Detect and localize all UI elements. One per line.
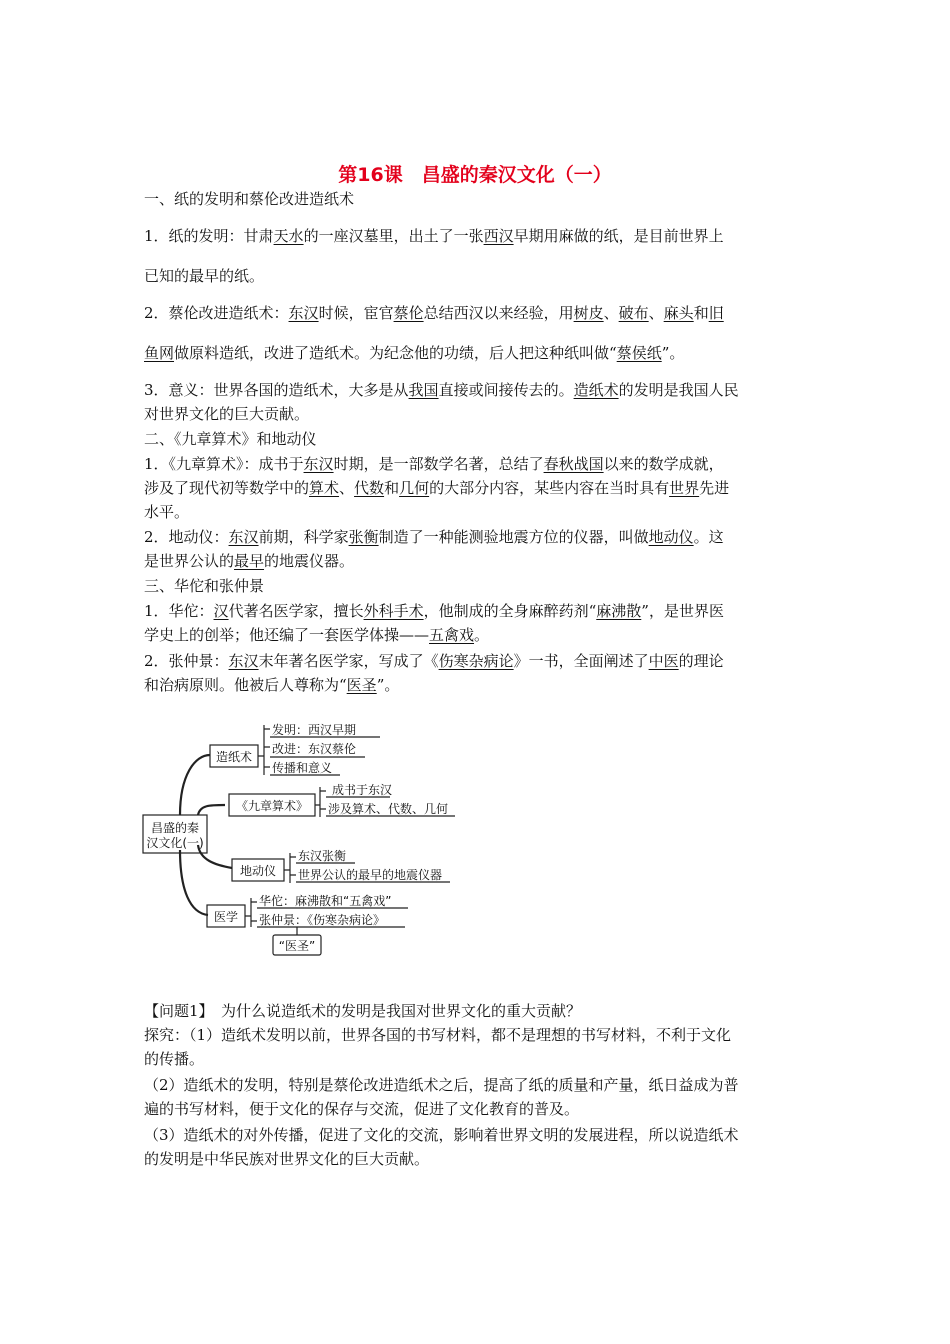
- branch-curve-math: [198, 805, 225, 815]
- blank-answer: 麻沸散: [596, 602, 642, 620]
- paper-invention-line-2: 已知的最早的纸。: [144, 267, 265, 285]
- explore-2-line-1: （2）造纸术的发明，特别是蔡伦改进造纸术之后，提高了纸的质量和产量，纸日益成为普: [144, 1076, 739, 1094]
- text: 的地震仪器。: [264, 552, 355, 570]
- text: 总结西汉以来经验，用: [423, 304, 574, 322]
- leaf-seismograph-1: 东汉张衡: [298, 849, 347, 863]
- question-number: 【问题1】: [144, 1002, 207, 1020]
- branch-label-medicine: 医学: [213, 910, 239, 924]
- text: 先进: [699, 479, 730, 497]
- zhangzhongjing-line-2: [144, 674, 399, 696]
- text: 时期，是一部数学名著，总结了: [333, 455, 544, 473]
- text: 3．意义：世界各国的造纸术，大多是从: [144, 381, 409, 399]
- text: 和: [693, 304, 709, 322]
- text: 前期，科学家: [258, 528, 349, 546]
- paper-invention-line-1: [144, 225, 724, 247]
- mind-map-diagram: [140, 715, 470, 960]
- cailun-line-1: [144, 302, 724, 324]
- leaf-seismograph-2: 世界公认的最早的地震仪器: [298, 868, 443, 882]
- blank-answer: 西汉: [483, 227, 514, 245]
- blank-answer: 旧: [708, 304, 724, 322]
- text: 以来的数学成就，: [603, 455, 724, 473]
- bracket-paper: [258, 725, 270, 775]
- branch-label-paper: 造纸术: [215, 750, 253, 764]
- leaf-medicine-1: 华佗：麻沸散和“五禽戏”: [259, 894, 392, 908]
- text: 直接或间接传去的。: [438, 381, 574, 399]
- bracket-medicine: [245, 898, 257, 927]
- blank-answer: 麻头: [663, 304, 694, 322]
- text: 2．蔡伦改进造纸术：: [144, 304, 289, 322]
- significance-line-1: [144, 379, 739, 401]
- leaf-paper-2: 改进：东汉蔡伦: [272, 742, 357, 756]
- blank-answer: 东汉: [288, 304, 319, 322]
- question-text: 为什么说造纸术的发明是我国对世界文化的重大贡献？: [206, 1002, 582, 1020]
- huatuo-line-2: [144, 624, 489, 646]
- blank-answer: 中医: [648, 652, 679, 670]
- text: 、: [339, 479, 355, 497]
- text: 末年著名医学家，写成了《: [258, 652, 439, 670]
- text: 的大部分内容，某些内容在当时具有: [429, 479, 670, 497]
- significance-line-2: 对世界文化的巨大贡献。: [144, 405, 310, 423]
- blank-answer: 树皮: [573, 304, 604, 322]
- branch-curve-medicine: [180, 850, 208, 915]
- jiuzhang-line-3: 水平。: [144, 503, 190, 521]
- section-heading-math-seismograph: 二、《九章算术》和地动仪: [144, 430, 317, 448]
- bracket-math: [315, 787, 326, 817]
- text: 学史上的创举；他还编了一套医学体操——: [144, 626, 430, 644]
- text: 制造了一种能测验地震方位的仪器，叫做: [378, 528, 649, 546]
- text: 》一书，全面阐述了: [513, 652, 649, 670]
- leaf-paper-1: 发明：西汉早期: [272, 723, 357, 737]
- bracket-seismograph: [284, 853, 296, 883]
- explore-3-line-2: 的发明是中华民族对世界文化的巨大贡献。: [144, 1150, 430, 1168]
- blank-answer: 天水: [273, 227, 304, 245]
- text: ，他制成的全身麻醉药剂“: [423, 602, 597, 620]
- explore-3-line-1: （3）造纸术的对外传播，促进了文化的交流，影响着世界文明的发展进程，所以说造纸术: [144, 1126, 739, 1144]
- text: 早期用麻做的纸，是目前世界上: [513, 227, 724, 245]
- text: 、: [603, 304, 619, 322]
- blank-answer: 医圣: [346, 676, 377, 694]
- leaf-math-2: 涉及算术、代数、几何: [328, 802, 449, 816]
- explore-2-line-2: 遍的书写材料，便于文化的保存与交流，促进了文化教育的普及。: [144, 1100, 580, 1118]
- blank-answer: 春秋战国: [543, 455, 604, 473]
- blank-answer: 蔡侯纸: [616, 344, 662, 362]
- leaf-math-1: 成书于东汉: [332, 783, 393, 797]
- blank-answer: 我国: [408, 381, 439, 399]
- blank-answer: 外科手术: [363, 602, 424, 620]
- leaf-medicine-sub: “医圣”: [278, 939, 316, 953]
- blank-answer: 五禽戏: [429, 626, 475, 644]
- blank-answer: 最早: [234, 552, 265, 570]
- blank-answer: 造纸术: [573, 381, 619, 399]
- seismograph-line-2: [144, 550, 354, 572]
- text: 1．纸的发明：甘肃: [144, 227, 274, 245]
- section-heading-paper: 一、纸的发明和蔡伦改进造纸术: [144, 190, 355, 208]
- seismograph-line-1: [144, 526, 724, 548]
- text: ”。: [376, 676, 400, 694]
- text: 做原料造纸，改进了造纸术。为纪念他的功绩，后人把这种纸叫做“: [174, 344, 617, 362]
- text: ”。: [661, 344, 685, 362]
- text: 2．地动仪：: [144, 528, 229, 546]
- root-label-line-1: 昌盛的秦: [150, 821, 200, 835]
- text: ”，是世界医: [641, 602, 724, 620]
- blank-answer: 东汉: [228, 528, 259, 546]
- blank-answer: 世界: [669, 479, 700, 497]
- blank-answer: 代数: [354, 479, 385, 497]
- leaf-medicine-2: 张仲景：《伤寒杂病论》: [259, 913, 386, 927]
- blank-answer: 算术: [309, 479, 340, 497]
- huatuo-line-1: [144, 600, 724, 622]
- text: 。: [474, 626, 490, 644]
- jiuzhang-line-1: [144, 453, 724, 475]
- text: 的理论: [678, 652, 724, 670]
- text: 1．华佗：: [144, 602, 214, 620]
- blank-answer: 东汉: [228, 652, 259, 670]
- blank-answer: 鱼网: [144, 344, 175, 362]
- explore-1-line-1: 探究：（1）造纸术发明以前，世界各国的书写材料，都不是理想的书写材料，不利于文化: [144, 1026, 732, 1044]
- text: 1．《九章算术》：成书于: [144, 455, 304, 473]
- text: 代著名医学家，擅长: [228, 602, 364, 620]
- jiuzhang-line-2: [144, 477, 729, 499]
- blank-answer: 伤寒杂病论: [438, 652, 514, 670]
- zhangzhongjing-line-1: [144, 650, 724, 672]
- text: 和: [384, 479, 400, 497]
- question-1-title: [144, 1000, 581, 1022]
- text: 的发明是我国人民: [618, 381, 739, 399]
- blank-answer: 张衡: [348, 528, 379, 546]
- leaf-paper-3: 传播和意义: [272, 761, 333, 775]
- explore-1-line-2: 的传播。: [144, 1050, 205, 1068]
- text: 2．张仲景：: [144, 652, 229, 670]
- branch-label-seismograph: 地动仪: [239, 864, 277, 878]
- section-heading-medicine: 三、华佗和张仲景: [144, 577, 265, 595]
- text: 和治病原则。他被后人尊称为“: [144, 676, 347, 694]
- blank-answer: 几何: [399, 479, 430, 497]
- root-label-line-2: 汉文化(一): [146, 836, 204, 850]
- lesson-title: 第16课 昌盛的秦汉文化（一）: [338, 164, 612, 186]
- blank-answer: 东汉: [303, 455, 334, 473]
- blank-answer: 破布: [618, 304, 649, 322]
- branch-label-math: 《九章算术》: [235, 799, 309, 813]
- blank-answer: 汉: [213, 602, 229, 620]
- text: 涉及了现代初等数学中的: [144, 479, 310, 497]
- text: 。这: [693, 528, 724, 546]
- blank-answer: 蔡伦: [393, 304, 424, 322]
- text: 的一座汉墓里，出土了一张: [303, 227, 484, 245]
- text: 、: [648, 304, 664, 322]
- text: 时候，宦官: [318, 304, 394, 322]
- cailun-line-2: [144, 342, 684, 364]
- text: 是世界公认的: [144, 552, 235, 570]
- blank-answer: 地动仪: [648, 528, 694, 546]
- mind-map: [140, 715, 470, 964]
